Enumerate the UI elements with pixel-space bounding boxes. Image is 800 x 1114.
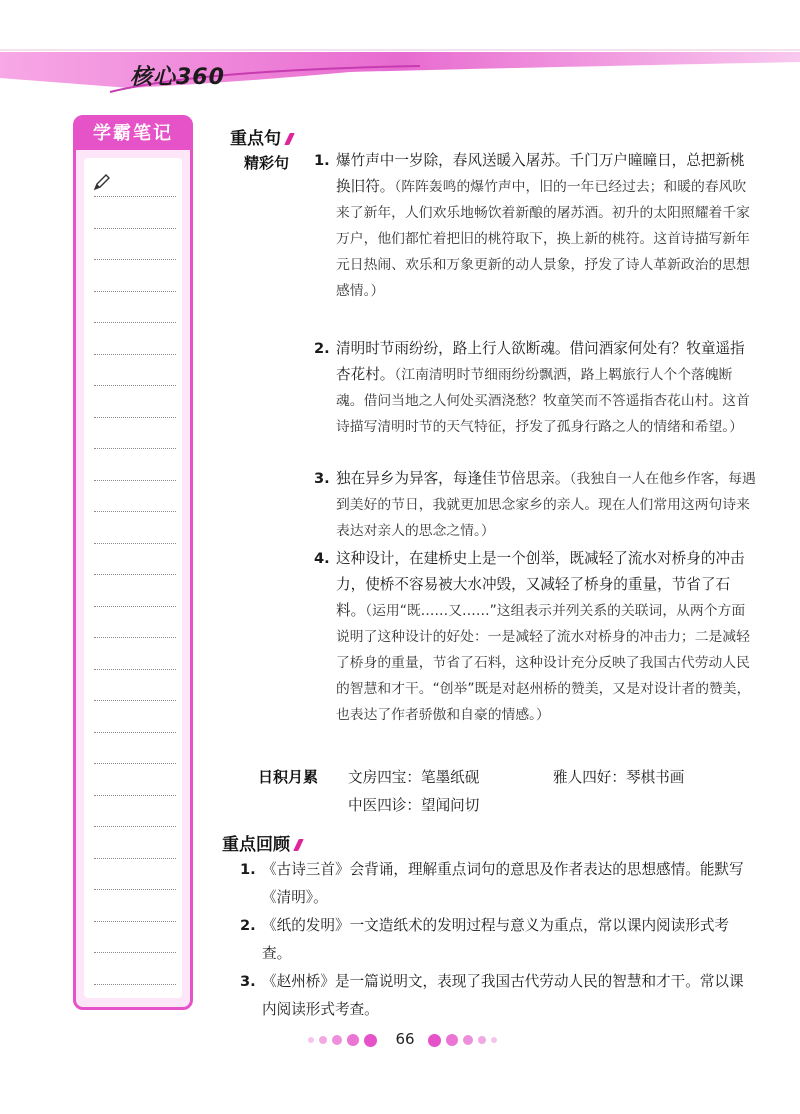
review-text: 《古诗三首》会背诵，理解重点词句的意思及作者表达的思想感情。能默写《清明》。 [262, 861, 744, 906]
sentence-item [314, 336, 756, 440]
review-item [240, 856, 754, 912]
note-line [94, 700, 176, 701]
accum-item: 文房四宝：笔墨纸砚 [348, 769, 480, 786]
note-line [94, 921, 176, 922]
note-line [94, 291, 176, 292]
notes-panel [73, 115, 193, 1010]
dot-decoration [347, 1034, 359, 1046]
note-line [94, 417, 176, 418]
label-featured-sentences: 精彩句 [244, 154, 290, 172]
accum-item: 中医四诊：望闻问切 [348, 797, 480, 814]
note-line [94, 511, 176, 512]
footer-dots-left [308, 1033, 377, 1047]
item-number: 1. [314, 152, 330, 169]
dot-decoration [319, 1036, 327, 1044]
section-heading-text: 重点句 [230, 129, 281, 149]
dot-decoration [446, 1034, 458, 1046]
brand-logo: 核心360 [130, 65, 225, 90]
note-line [94, 952, 176, 953]
accum-item: 雅人四好：琴棋书画 [553, 769, 685, 786]
label-daily-accumulation: 日积月累 [258, 768, 319, 786]
note-line [94, 574, 176, 575]
note-line [94, 858, 176, 859]
pencil-icon [92, 172, 112, 192]
review-item [240, 912, 754, 968]
notes-title: 学霸笔记 [76, 118, 190, 150]
sentence-text: 这种设计，在建桥史上是一个创举，既减轻了流水对桥身的冲击力，使桥不容易被大水冲毁，又减轻了桥身的重量，节省了石料。 [336, 550, 745, 619]
dot-decoration [463, 1035, 473, 1045]
item-number: 2. [240, 917, 256, 934]
sentence-note: （阵阵轰鸣的爆竹声中，旧的一年已经过去；和暖的春风吹来了新年，人们欢乐地畅饮着新酿的屠苏酒。初升的太阳照耀着千家万户，他们都忙着把旧的桃符取下，换上新的桃符。这首诗描写新年元日热闹、欢乐和万象更新的动人景象，抒发了诗人革新政治的思想感情。） [336, 179, 750, 299]
sentence-text: 清明时节雨纷纷，路上行人欲断魂。借问酒家何处有？牧童遥指杏花村。 [336, 340, 745, 383]
section-heading-review [222, 830, 301, 855]
sentence-item [314, 466, 756, 544]
item-number: 1. [240, 861, 256, 878]
sentence-note: （江南清明时节细雨纷纷飘洒，路上羁旅行人个个落魄断魂。借问当地之人何处买酒浇愁？牧童笑而不答遥指杏花山村。这首诗描写清明时节的天气特征，抒发了孤身行路之人的情绪和希望。） [336, 367, 750, 435]
note-line [94, 669, 176, 670]
top-banner [0, 0, 800, 100]
accent-mark-icon [284, 133, 295, 145]
notes-paper [84, 158, 182, 998]
section-heading-key-sentences [230, 124, 292, 149]
dot-decoration [308, 1037, 314, 1043]
note-line [94, 259, 176, 260]
sentence-text: 爆竹声中一岁除，春风送暖入屠苏。千门万户曈曈日，总把新桃换旧符。 [336, 152, 745, 195]
sentence-text: 独在异乡为异客，每逢佳节倍思亲。 [336, 470, 570, 487]
sentence-item [314, 148, 756, 304]
item-number: 3. [240, 973, 256, 990]
note-line [94, 606, 176, 607]
note-line [94, 354, 176, 355]
item-number: 3. [314, 470, 330, 487]
note-line [94, 480, 176, 481]
item-number: 2. [314, 340, 330, 357]
dot-decoration [478, 1036, 486, 1044]
review-text: 《纸的发明》一文造纸术的发明过程与意义为重点，常以课内阅读形式考查。 [262, 917, 730, 962]
note-line [94, 228, 176, 229]
note-line [94, 795, 176, 796]
sentence-item [314, 546, 756, 728]
note-line [94, 732, 176, 733]
note-line [94, 763, 176, 764]
dot-decoration [364, 1034, 377, 1047]
note-line [94, 826, 176, 827]
page-number: 66 [395, 1030, 415, 1048]
note-line [94, 322, 176, 323]
accent-mark-icon [293, 839, 304, 851]
footer-dots-right [428, 1033, 497, 1047]
dot-decoration [491, 1037, 497, 1043]
note-line [94, 543, 176, 544]
note-line [94, 196, 176, 197]
review-item [240, 968, 754, 1024]
sentence-note: （运用“既……又……”这组表示并列关系的关联词，从两个方面说明了这种设计的好处：一是减轻了流水对桥身的冲击力；二是减轻了桥身的重量，节省了石料，这种设计充分反映了我国古代劳动人民的智慧和才干。“创举”既是对赵州桥的赞美，又是对设计者的赞美，也表达了作者骄傲和自豪的情感。） [336, 603, 751, 723]
note-line [94, 889, 176, 890]
review-text: 《赵州桥》是一篇说明文，表现了我国古代劳动人民的智慧和才干。常以课内阅读形式考查。 [262, 973, 744, 1018]
note-line [94, 984, 176, 985]
note-line [94, 448, 176, 449]
dot-decoration [428, 1034, 441, 1047]
item-number: 4. [314, 550, 330, 567]
dot-decoration [332, 1035, 342, 1045]
note-line [94, 385, 176, 386]
section-heading-text: 重点回顾 [222, 835, 290, 855]
note-line [94, 637, 176, 638]
sentence-note: （我独自一人在他乡作客，每遇到美好的节日，我就更加思念家乡的亲人。现在人们常用这两句诗来表达对亲人的思念之情。） [336, 471, 756, 539]
